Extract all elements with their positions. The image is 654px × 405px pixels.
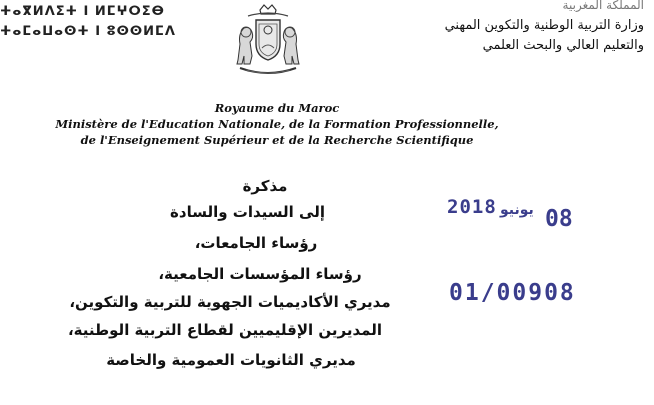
recipient-high-school-directors: مديري الثانويات العمومية والخاصة	[106, 351, 356, 369]
date-stamp-day: 08	[545, 206, 573, 232]
recipient-provincial-directors: المديرين الإقليميين لقطاع التربية الوطنية،	[67, 321, 382, 339]
french-header-ministry-line-2: de l'Enseignement Supérieur et de la Recherche Scientifique	[80, 133, 474, 147]
arabic-header-ministry-line-1: وزارة التربية الوطنية والتكوين المهني	[444, 18, 644, 33]
reference-number-stamp: 01/00908	[449, 280, 576, 306]
addressee-line: إلى السيدات والسادة	[170, 203, 325, 221]
recipient-academy-directors: مديري الأكاديميات الجهوية للتربية والتكوين،	[69, 293, 391, 311]
french-header-ministry-line-1: Ministère de l'Education Nationale, de la Formation Professionnelle,	[55, 117, 499, 131]
tifinagh-header-line-2: ⵜⴰⵎⴰⵡⴰⵙⵜ ⵏ ⵓⵙⵙⵍⵎⴷ	[0, 24, 176, 39]
recipient-university-presidents: رؤساء الجامعات،	[194, 234, 318, 252]
recipient-institution-heads: رؤساء المؤسسات الجامعية،	[158, 265, 362, 283]
memo-title: مذكرة	[242, 177, 288, 195]
tifinagh-header-line-1: ⵜⴰⴳⵍⴷⵉⵜ ⵏ ⵍⵎⵖⵔⵉⴱ	[0, 4, 165, 19]
date-stamp-month: يونيو	[500, 202, 534, 218]
french-header-kingdom: Royaume du Maroc	[214, 101, 340, 115]
date-stamp-year: 2018	[447, 196, 497, 218]
arabic-header-ministry-line-2: والتعليم العالي والبحث العلمي	[482, 38, 644, 53]
coat-of-arms-of-morocco-icon	[228, 4, 308, 80]
arabic-header-kingdom: المملكة المغربية	[562, 0, 644, 12]
